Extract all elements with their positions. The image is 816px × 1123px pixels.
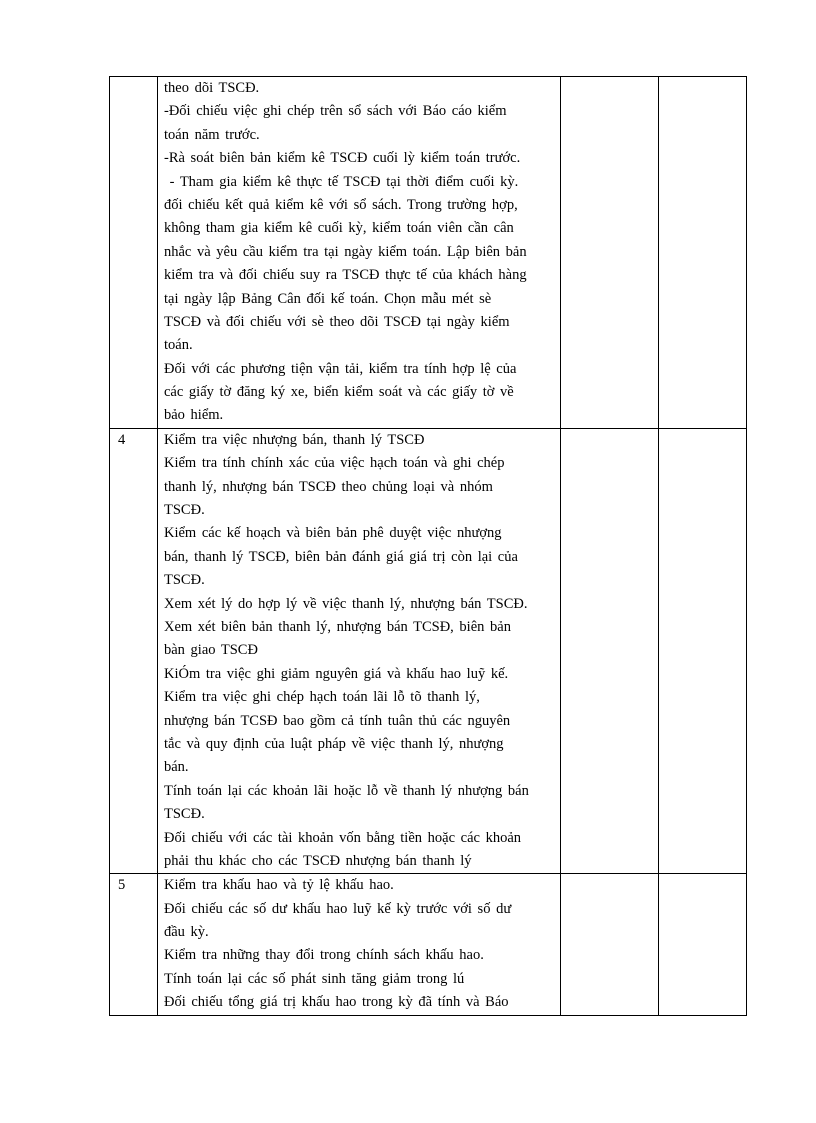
empty-cell	[561, 874, 659, 1015]
procedure-line: Đối chiếu tổng giá trị khấu hao trong kỳ đã tính và Báo	[164, 994, 509, 1011]
procedure-cell	[158, 874, 561, 1015]
procedure-line: không tham gia kiểm kê cuối kỳ, kiểm toán viên cần cân	[164, 220, 514, 237]
procedure-line: Kiểm tra những thay đổi trong chính sách khấu hao.	[164, 947, 484, 964]
procedure-line: Xem xét biên bản thanh lý, nhượng bán TCSĐ, biên bản	[164, 618, 511, 635]
empty-cell	[659, 428, 747, 873]
procedure-line: Kiểm tra việc ghi chép hạch toán lãi lỗ tõ thanh lý,	[164, 689, 480, 706]
procedure-line: Kiểm các kế hoạch và biên bản phê duyệt việc nhượng	[164, 525, 502, 542]
procedure-line: Đối chiếu với các tài khoản vốn bằng tiền hoặc các khoản	[164, 829, 522, 846]
procedure-line: tắc và quy định của luật pháp về việc thanh lý, nhượng	[164, 735, 504, 752]
empty-cell	[561, 428, 659, 873]
row-number: 5	[118, 877, 126, 894]
procedure-line: toán năm trước.	[164, 126, 260, 143]
procedure-line: bàn giao TSCĐ	[164, 642, 258, 659]
procedure-line: -Rà soát biên bản kiểm kê TSCĐ cuối lỳ kiểm toán trước.	[164, 150, 521, 167]
audit-procedures-table	[109, 76, 747, 1016]
empty-cell	[659, 77, 747, 429]
procedure-line: - Tham gia kiểm kê thực tế TSCĐ tại thời điểm cuối kỳ.	[164, 173, 519, 190]
procedure-line: thanh lý, nhượng bán TSCĐ theo chủng loại và nhóm	[164, 478, 493, 495]
procedure-line: bảo hiểm.	[164, 407, 224, 424]
procedure-line: đầu kỳ.	[164, 924, 209, 941]
procedure-line: bán.	[164, 759, 189, 776]
procedure-line: Tính toán lại các số phát sinh tăng giảm trong lú	[164, 970, 465, 987]
procedure-line: tại ngày lập Bảng Cân đối kế toán. Chọn mẫu mét sè	[164, 290, 492, 307]
procedure-cell	[158, 428, 561, 873]
table-row	[110, 77, 747, 429]
procedure-line: Xem xét lý do hợp lý về việc thanh lý, nhượng bán TSCĐ.	[164, 595, 528, 612]
procedure-line: TSCĐ.	[164, 502, 205, 519]
table-row	[110, 428, 747, 873]
procedure-line: Kiểm tra khấu hao và tỷ lệ khấu hao.	[164, 877, 394, 894]
procedure-line: nhắc và yêu cầu kiểm tra tại ngày kiểm toán. Lập biên bản	[164, 243, 527, 260]
empty-cell	[659, 874, 747, 1015]
procedure-line: TSCĐ.	[164, 572, 205, 589]
table-row	[110, 874, 747, 1015]
procedure-line: TSCĐ và đối chiếu với sè theo dõi TSCĐ tại ngày kiểm	[164, 313, 510, 330]
procedure-line: Kiểm tra tính chính xác của việc hạch toán và ghi chép	[164, 455, 505, 472]
row-number-cell	[110, 874, 158, 1015]
procedure-line: Đối chiếu các số dư khấu hao luỹ kế kỳ trước với số dư	[164, 900, 512, 917]
procedure-line: nhượng bán TCSĐ bao gồm cả tính tuân thủ các nguyên	[164, 712, 511, 729]
procedure-line: bán, thanh lý TSCĐ, biên bản đánh giá giá trị còn lại của	[164, 548, 518, 565]
procedure-cell	[158, 77, 561, 429]
procedure-line: Kiểm tra việc nhượng bán, thanh lý TSCĐ	[164, 431, 425, 448]
procedure-line: theo dõi TSCĐ.	[164, 80, 260, 96]
procedure-line: phải thu khác cho các TSCĐ nhượng bán thanh lý	[164, 852, 472, 869]
procedure-line: Tính toán lại các khoản lãi hoặc lỗ về thanh lý nhượng bán	[164, 782, 529, 799]
procedure-line: kiểm tra và đối chiếu suy ra TSCĐ thực tế của khách hàng	[164, 267, 527, 284]
procedure-line: toán.	[164, 337, 193, 354]
procedure-line: đối chiếu kết quả kiểm kê với sổ sách. Trong trường hợp,	[164, 196, 518, 213]
procedure-line: các giấy tờ đăng ký xe, biển kiểm soát và các giấy tờ về	[164, 384, 514, 401]
empty-cell	[561, 77, 659, 429]
procedure-line: -Đối chiếu việc ghi chép trên sổ sách với Báo cáo kiểm	[164, 103, 507, 120]
procedure-line: Đối với các phương tiện vận tải, kiểm tra tính hợp lệ của	[164, 360, 517, 377]
row-number-cell	[110, 428, 158, 873]
procedure-line: KiÓm tra việc ghi giảm nguyên giá và khấu hao luỹ kế.	[164, 665, 509, 682]
procedure-line: TSCĐ.	[164, 806, 205, 823]
row-number: 4	[118, 431, 126, 448]
row-number-cell	[110, 77, 158, 429]
